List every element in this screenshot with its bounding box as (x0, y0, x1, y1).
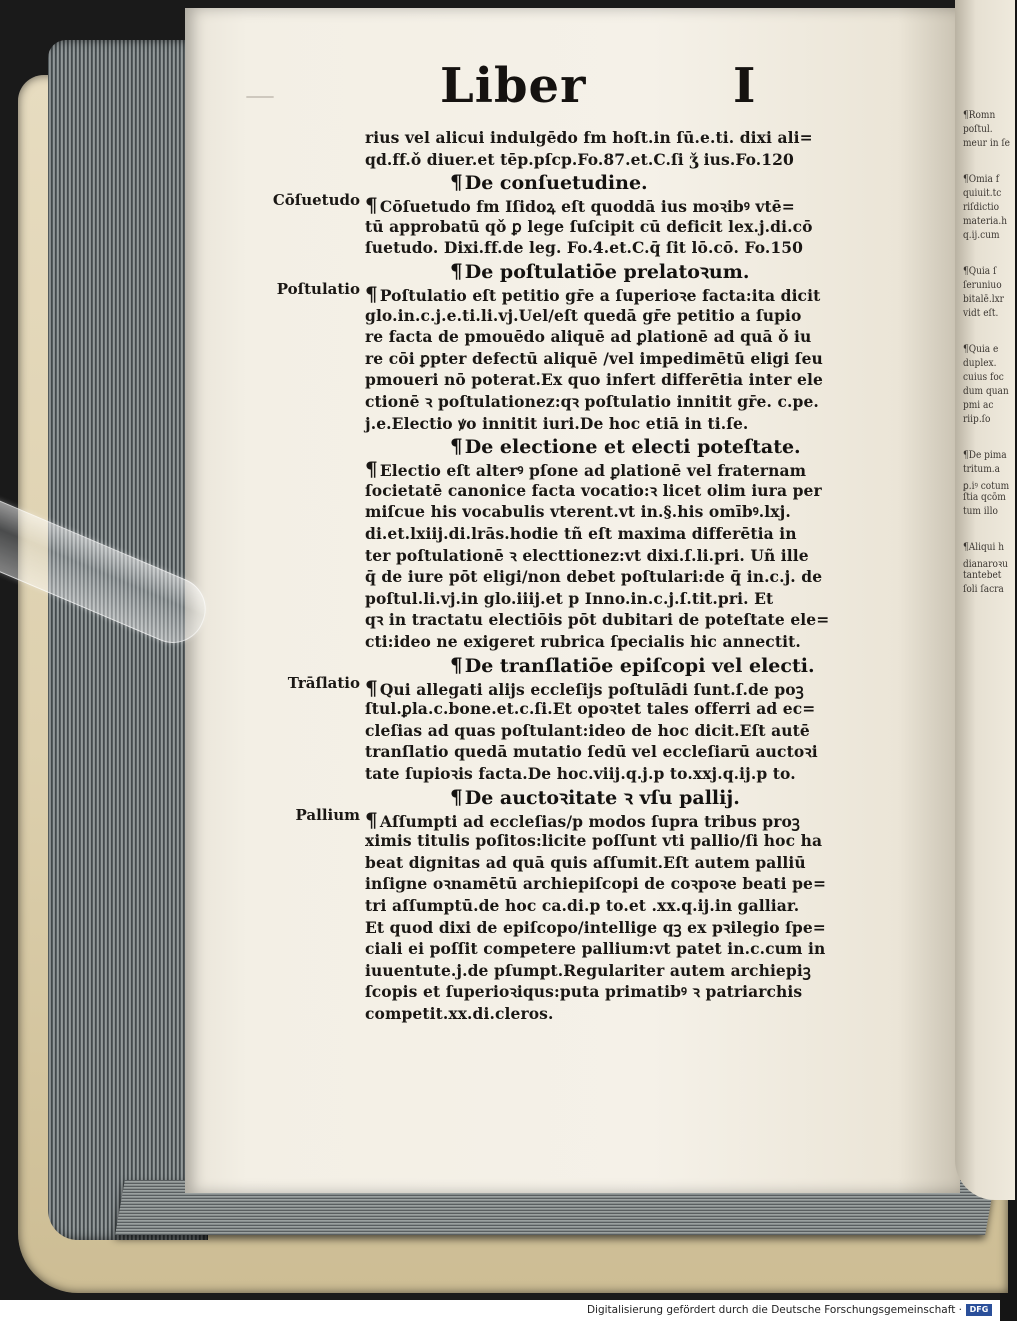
section-heading (450, 435, 801, 458)
section-heading (450, 654, 815, 677)
paragraph-mark-icon: ¶ (365, 193, 378, 218)
section-heading (450, 260, 749, 283)
text-span: poſtul.li.vj.in glo.iiij.et p Inno.in.c.j.ſ.tit.pri. Et (365, 588, 774, 608)
facing-page-fragment: riip.ſo (963, 414, 991, 425)
text-line (365, 896, 865, 916)
facing-page-fragment: riſdictio (963, 202, 1000, 213)
text-line (365, 918, 865, 938)
text-line (365, 306, 865, 326)
paragraph-mark-icon: ¶ (365, 807, 378, 832)
text-span: Qui allegati alijs eccleſijs poſtulādi ſunt.ſ.de poꝫ (379, 679, 804, 699)
marginal-note: Pallium (295, 805, 360, 824)
text-line (365, 502, 865, 522)
facing-page-fragment: tum illo (963, 506, 998, 517)
footer-bar (0, 1300, 1000, 1321)
text-span: tū approbatū qǒ ꝑ lege ſuſcipit cū deficit lex.j.di.cō (365, 216, 813, 236)
text-span: De auctoꝛitate ꝛ vſu pallij. (464, 786, 740, 809)
text-span: ſocietatē canonice facta vocatio:ꝛ licet olim iura per (365, 480, 822, 500)
text-span: Aſſumpti ad eccleſias/p modos ſupra tribus proꝫ (379, 811, 800, 831)
marginal-note: Poſtulatio (276, 280, 360, 298)
text-span: beat dignitas ad quā quis aſſumit.Eſt autem palliū (365, 852, 806, 872)
text-span: De tranſlatiōe epiſcopi vel electi. (464, 654, 815, 677)
text-line (365, 392, 865, 412)
text-span: Cōſuetudo fm Iſidoꝝ eſt quoddā ius moꝛibꝰ vtē= (379, 197, 795, 217)
facing-page-fragment: cuius foc (963, 372, 1004, 383)
text-span: ſtul.ꝑla.c.bone.et.c.ſi.Et opoꝛtet tales offerri ad ec= (365, 699, 816, 719)
text-line (365, 150, 865, 170)
text-line (365, 284, 865, 306)
text-span: glo.in.c.j.e.ti.li.vj.Uel/eſt quedā gr̄e petitio a ſupio (365, 305, 802, 325)
facing-page-fragment: vidt eſt. (963, 308, 999, 319)
paragraph-mark-icon: ¶ (365, 282, 378, 306)
facing-page-fragment: ¶De pima (963, 450, 1007, 461)
text-span: ſuetudo. Dixi.ff.de leg. Fo.4.et.C.q̄ ſit lō.cō. Fo.150 (365, 238, 804, 258)
text-line (365, 632, 865, 652)
text-line (365, 238, 865, 258)
facing-page (955, 0, 1015, 1200)
text-span: ter poſtulationē ꝛ electtionez:vt dixi.ſ.li.pri. Uñ ille (365, 545, 809, 565)
facing-page-fragment: ſeruniuo (963, 280, 1002, 291)
facing-page-fragment: pmi ac (963, 400, 994, 411)
text-line (365, 481, 865, 501)
text-span: tate ſupioꝛis facta.De hoc.viij.q.j.p to.xxj.q.ij.p to. (365, 764, 796, 783)
text-line (365, 982, 865, 1002)
text-span: ximis titulis poſitos:licite poſſunt vti pallio/ſi hoc ha (365, 831, 823, 851)
text-span: ctionē ꝛ poſtulationez:qꝛ poſtulatio innitit gr̄e. c.pe. (365, 392, 819, 411)
text-line (365, 195, 865, 217)
text-span: tranſlatio quedā mutatio ſedū vel eccleſiarū auctoꝛi (365, 742, 818, 762)
paragraph-mark-icon: ¶ (450, 170, 463, 195)
facing-page-fragment: ¶Quia ſ (963, 266, 997, 277)
paragraph-mark-icon: ¶ (365, 457, 378, 482)
facing-page-fragment: poſtul. (963, 124, 993, 135)
facing-page-fragment: ¶Quia e (963, 344, 999, 355)
text-line (365, 567, 865, 587)
text-span: di.et.lxiij.di.lrās.hodie tñ eſt maxima differētia in (365, 524, 797, 543)
text-line (365, 699, 865, 719)
facing-page-fragment: materia.h (963, 216, 1008, 227)
text-line (365, 546, 865, 566)
text-line (365, 128, 865, 148)
dfg-logo: DFG (966, 1304, 992, 1316)
marginal-note: Trāſlatio (287, 673, 360, 692)
facing-page-fragment: meur in ſe (963, 138, 1011, 149)
text-span: Electio eſt alterꝰ pſone ad ꝑlationē vel fraternam (379, 461, 807, 481)
text-span: cti:ideo ne exigeret rubrica ſpecialis hic annectit. (365, 632, 801, 651)
text-line (365, 742, 865, 762)
text-line (365, 1004, 865, 1024)
text-span: ſcopis et ſuperioꝛiqus:puta primatibꝰ ꝛ patriarchis (365, 982, 803, 1002)
paragraph-mark-icon: ¶ (450, 784, 463, 809)
text-span: qd.ff.ǒ diuer.et tēp.pſcp.Fo.87.et.C.ſi ǯ ius.Fo.120 (365, 149, 794, 169)
paragraph-mark-icon: ¶ (450, 259, 463, 283)
facing-page-fragment: bitalē.lxr (963, 294, 1004, 305)
book-number: I (733, 58, 756, 114)
text-line (365, 807, 865, 832)
text-span: De poſtulatiōe prelatoꝛum. (464, 261, 750, 283)
text-span: cleſias ad quas poſtulant:ideo de hoc dicit.Eſt autē (365, 720, 810, 740)
text-line (365, 349, 865, 369)
running-header: Liber (440, 58, 587, 114)
show-through-text: — (245, 78, 275, 113)
facing-page-fragment: duplex. (963, 358, 997, 369)
text-line (365, 853, 865, 873)
paragraph-mark-icon: ¶ (365, 675, 378, 700)
marginal-note: Cōſuetudo (272, 191, 360, 210)
facing-page-fragment: ¶Aliqui h (963, 542, 1005, 553)
text-line (365, 961, 865, 981)
text-span: Poſtulatio eſt petitio gr̄e a ſuperioꝛe facta:ita dicit (379, 286, 821, 305)
facing-page-fragment: tritum.a (963, 464, 1000, 475)
text-span: q̄ de iure pōt eligi/non debet poſtulari:de q̄ in.c.j. de (365, 567, 823, 587)
facing-page-fragment: dianaroꝛu (963, 559, 1008, 570)
funding-credit: Digitalisierung gefördert durch die Deutsche Forschungsgemeinschaft · (586, 1304, 962, 1316)
text-line (365, 459, 865, 481)
facing-page-fragment: ¶Omia f (963, 174, 1000, 185)
facing-page-fragment: tantebet (963, 570, 1002, 581)
text-span: competit.xx.di.cleros. (365, 1004, 554, 1023)
text-line (365, 589, 865, 609)
text-line (365, 414, 865, 434)
text-span: tri aſſumptū.de hoc ca.di.p to.et .xx.q.ij.in galliar. (365, 896, 800, 915)
text-line (365, 217, 865, 237)
text-span: inſigne oꝛnamētū archiepiſcopi de coꝛpoꝛe beati pe= (365, 874, 827, 894)
facing-page-fragment: q.ij.cum (963, 230, 1000, 241)
facing-page-fragment: dum quan (963, 386, 1009, 397)
facing-page-fragment: ſtia qcōm (963, 492, 1006, 503)
text-span: pmoueri nō poterat.Ex quo infert differētia inter ele (365, 370, 823, 390)
facing-page-fragment: ſoli ſacra (963, 584, 1004, 595)
text-span: De electione et electi poteſtate. (464, 436, 801, 459)
text-line (365, 721, 865, 741)
paragraph-mark-icon: ¶ (450, 434, 463, 459)
text-line (365, 370, 865, 390)
text-span: De conſuetudine. (464, 172, 648, 195)
text-line (365, 524, 865, 544)
text-span: j.e.Electio ꝟo innitit iuri.De hoc etiā in ti.ſe. (365, 413, 749, 433)
text-span: re cōi ꝑpter defectū aliquē /vel impedimētū eligi ſeu (365, 348, 823, 368)
section-heading (450, 786, 740, 809)
text-line (365, 327, 865, 347)
text-span: qꝛ in tractatu electiōis pōt dubitari de poteſtate ele= (365, 610, 830, 630)
facing-page-fragment: ¶Romn (963, 110, 996, 121)
text-line (365, 764, 865, 784)
text-span: Et quod dixi de epiſcopo/intellige qꝫ ex pꝛilegio ſpe= (365, 917, 826, 937)
text-span: miſcue his vocabulis vterent.vt in.§.his omībꝰ.lxj. (365, 502, 791, 522)
text-line (365, 610, 865, 630)
facing-page-fragment: ꝑ.iꝰ cotum (963, 481, 1010, 492)
text-span: rius vel alicui indulgēdo fm hoſt.in ſū.e.ti. dixi ali= (365, 128, 813, 147)
text-span: iuuentute.j.de pſumpt.Regulariter autem archiepiꝫ (365, 960, 811, 980)
text-line (365, 675, 865, 700)
text-line (365, 874, 865, 894)
section-heading (450, 171, 648, 194)
text-line (365, 831, 865, 851)
text-line (365, 939, 865, 959)
text-span: re facta de pmouēdo aliquē ad ꝑlationē ad quā ǒ iu (365, 327, 812, 347)
paragraph-mark-icon: ¶ (450, 652, 463, 677)
facing-page-fragment: quiuit.tc (963, 188, 1002, 199)
text-span: ciali ei poſſit competere pallium:vt patet in.c.cum in (365, 939, 826, 959)
